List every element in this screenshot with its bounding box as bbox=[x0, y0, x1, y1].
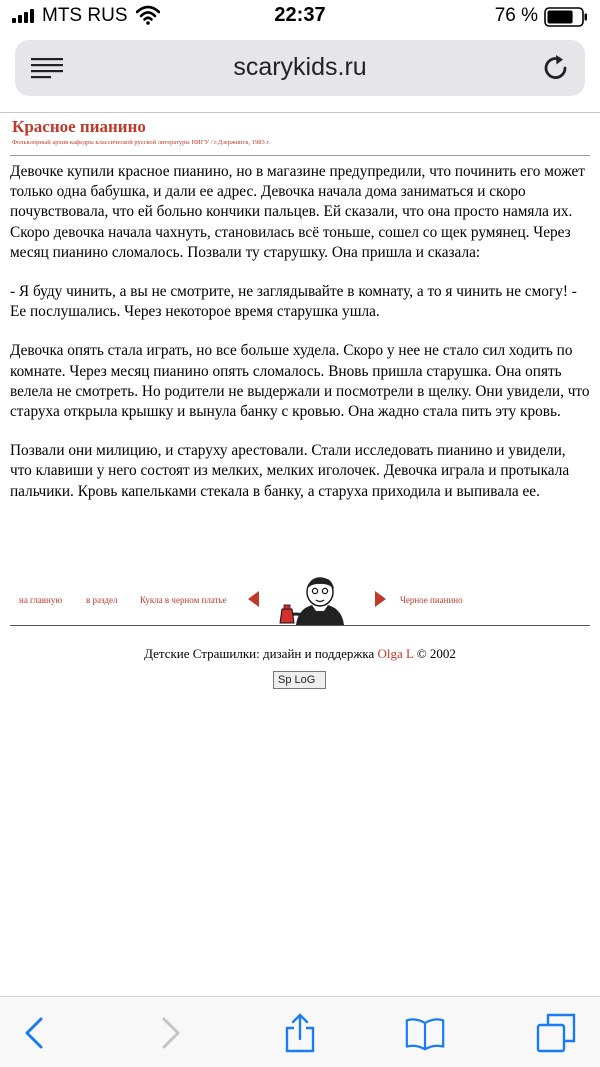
carrier-name: MTS RUS bbox=[42, 5, 128, 26]
bookmarks-icon[interactable] bbox=[405, 1013, 445, 1053]
story-paragraph: Девочка опять стала играть, но все больше худела. Скоро у нее не стало сил ходить по комнате. Через месяц пианино опять сломалось. Вновь пришла старушка. Она опять велела не смотреть. Но родители не выдержали и посмотрели в щелку. Они увидели, что старуха открыла крышку и вынула банку с кровью. Она жадно стала пить эту кровь. bbox=[10, 342, 590, 421]
footer-divider bbox=[10, 625, 590, 626]
bottom-toolbar bbox=[0, 996, 600, 1067]
clock: 22:37 bbox=[274, 4, 326, 26]
counter-badge[interactable]: Sp LoG bbox=[273, 671, 326, 689]
back-icon[interactable] bbox=[15, 1013, 55, 1053]
forward-icon[interactable] bbox=[150, 1013, 190, 1053]
address-bar[interactable] bbox=[15, 40, 585, 96]
story-paragraph: Девочке купили красное пианино, но в магазине предупредили, что починить его может только одна бабушка, и дали ее адрес. Девочка начала дома заниматься и скоро почувствовала, что ей больно кончики пальцев. Ей сказали, что она просто намяла их. Скоро девочка начала чахнуть, становилась всё тоньше, сошел со щек румянец. Через месяц пианино сломалось. Позвали ту старушку. Она пришла и сказала: bbox=[10, 163, 585, 261]
battery-icon bbox=[544, 7, 588, 27]
site-footer bbox=[0, 646, 600, 662]
toolbar-divider bbox=[0, 112, 600, 113]
reload-icon[interactable] bbox=[541, 53, 571, 83]
tabs-icon[interactable] bbox=[536, 1013, 576, 1053]
prev-arrow-icon[interactable] bbox=[248, 591, 260, 607]
story-paragraph: - Я буду чинить, а вы не смотрите, не заглядывайте в комнату, а то я чинить не смогу! - Ее послушались. Через некоторое время старушка ушла. bbox=[10, 283, 577, 321]
share-icon[interactable] bbox=[280, 1013, 320, 1053]
copyright: © 2002 bbox=[416, 646, 456, 661]
author-link[interactable]: Olga L bbox=[377, 646, 414, 661]
footer-text: Детские Страшилки: дизайн и поддержка bbox=[144, 646, 375, 661]
story-paragraph: Позвали они милицию, и старуху арестовали. Стали исследовать пианино и увидели, что клавиши у него состоят из мелких, мелких иголочек. Девочка играла и протыкала пальчики. Кровь капельками стекала в банку, а старуха приходила и выпивала ее. bbox=[10, 442, 570, 500]
prev-story-link[interactable]: Кукла в черном платье bbox=[140, 595, 227, 605]
next-arrow-icon[interactable] bbox=[374, 591, 386, 607]
title-divider bbox=[10, 155, 590, 156]
story-navigation bbox=[0, 575, 600, 625]
old-woman-illustration bbox=[276, 575, 358, 625]
page-title: Красное пианино bbox=[12, 117, 146, 136]
page-source: Фольклорный архив кафедры классической русской литературы НИГУ / г.Дзержинск, 1983 г. bbox=[12, 139, 270, 146]
next-story-link[interactable]: Черное пианино bbox=[400, 595, 463, 605]
section-link[interactable]: в раздел bbox=[86, 595, 118, 605]
status-bar bbox=[0, 0, 600, 34]
url-text[interactable]: scarykids.ru bbox=[233, 53, 367, 81]
home-link[interactable]: на главную bbox=[19, 595, 63, 605]
story-text bbox=[10, 162, 590, 521]
battery-percent: 76 % bbox=[494, 5, 538, 26]
